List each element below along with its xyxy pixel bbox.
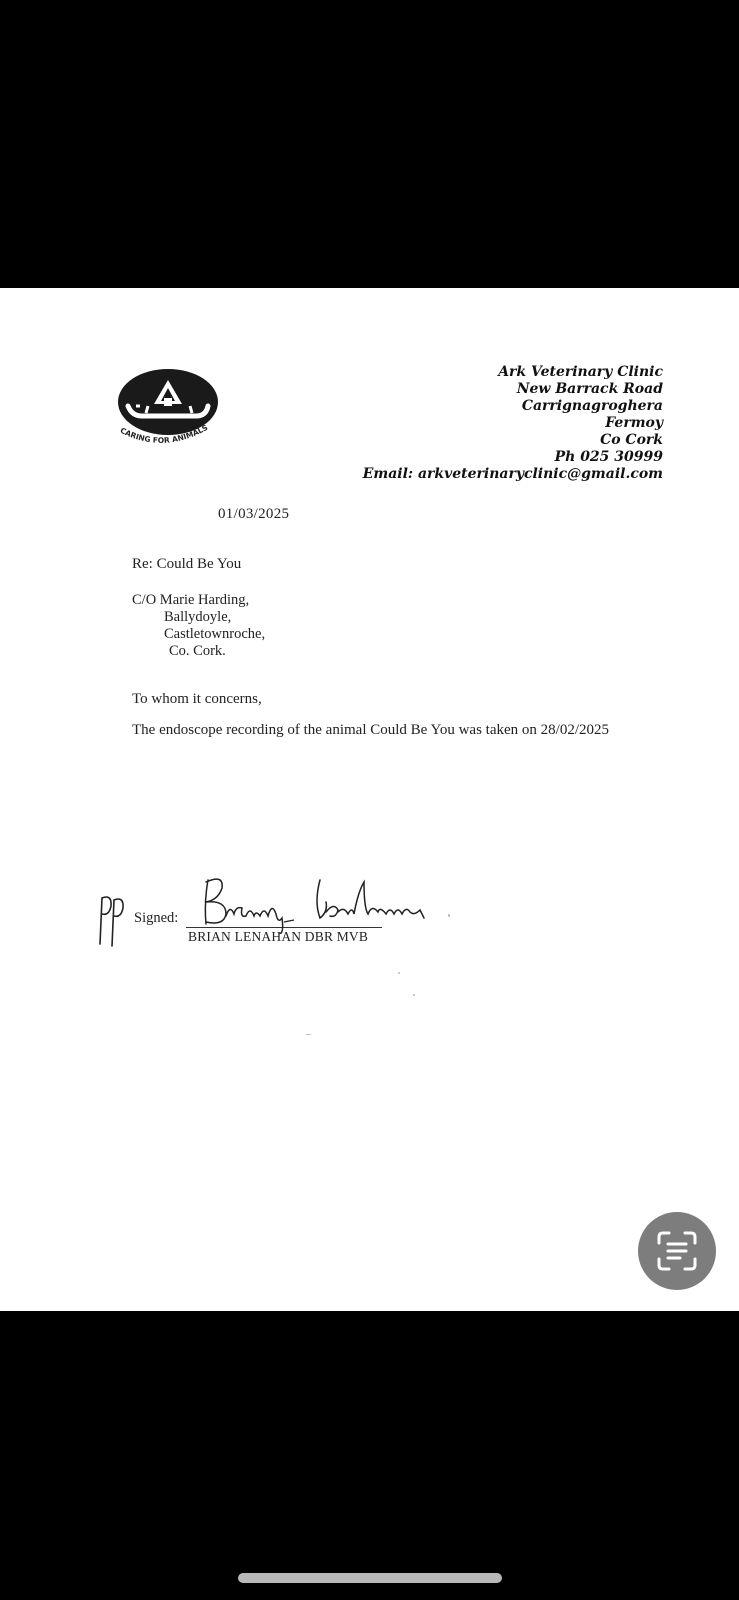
clinic-name: Ark Veterinary Clinic: [498, 364, 663, 380]
recipient-line: C/O Marie Harding,: [132, 592, 250, 608]
document-photo: [0, 288, 739, 1311]
handwritten-signature: [196, 872, 440, 934]
clinic-address-line: Fermoy: [605, 415, 663, 431]
text-scan-icon: [655, 1229, 699, 1273]
recipient-address: [132, 592, 265, 660]
ark-boat-logo-icon: [110, 368, 230, 453]
recipient-line: Ballydoyle,: [164, 609, 232, 625]
clinic-address-line: New Barrack Road: [516, 381, 663, 397]
signed-label: Signed:: [134, 910, 179, 926]
recipient-line: Castletownroche,: [164, 626, 266, 642]
logo-tagline: CARING FOR ANIMALS: [118, 422, 210, 445]
pp-handwritten-mark: [94, 892, 128, 948]
clinic-address-line: Carrignagroghera: [521, 398, 663, 414]
paper-speck: [413, 994, 415, 996]
letter-date: 01/03/2025: [218, 506, 290, 522]
paper-speck: [306, 1034, 311, 1035]
paper-speck: [398, 972, 400, 974]
home-indicator[interactable]: [238, 1573, 502, 1583]
letter-greeting: To whom it concerns,: [132, 691, 262, 707]
clinic-letterhead: [363, 364, 663, 483]
clinic-address-line: Co Cork: [600, 432, 663, 448]
letter-subject: Re: Could Be You: [132, 556, 242, 572]
clinic-email: Email: arkveterinaryclinic@gmail.com: [362, 466, 663, 482]
letter-body: The endoscope recording of the animal Could Be You was taken on 28/02/2025: [132, 722, 609, 738]
text-scan-button[interactable]: [638, 1212, 716, 1290]
recipient-line: Co. Cork.: [169, 643, 226, 659]
clinic-phone: Ph 025 30999: [554, 449, 663, 465]
signer-name: BRIAN LENAHAN DBR MVB: [188, 929, 369, 944]
paper-speck: [448, 914, 450, 917]
